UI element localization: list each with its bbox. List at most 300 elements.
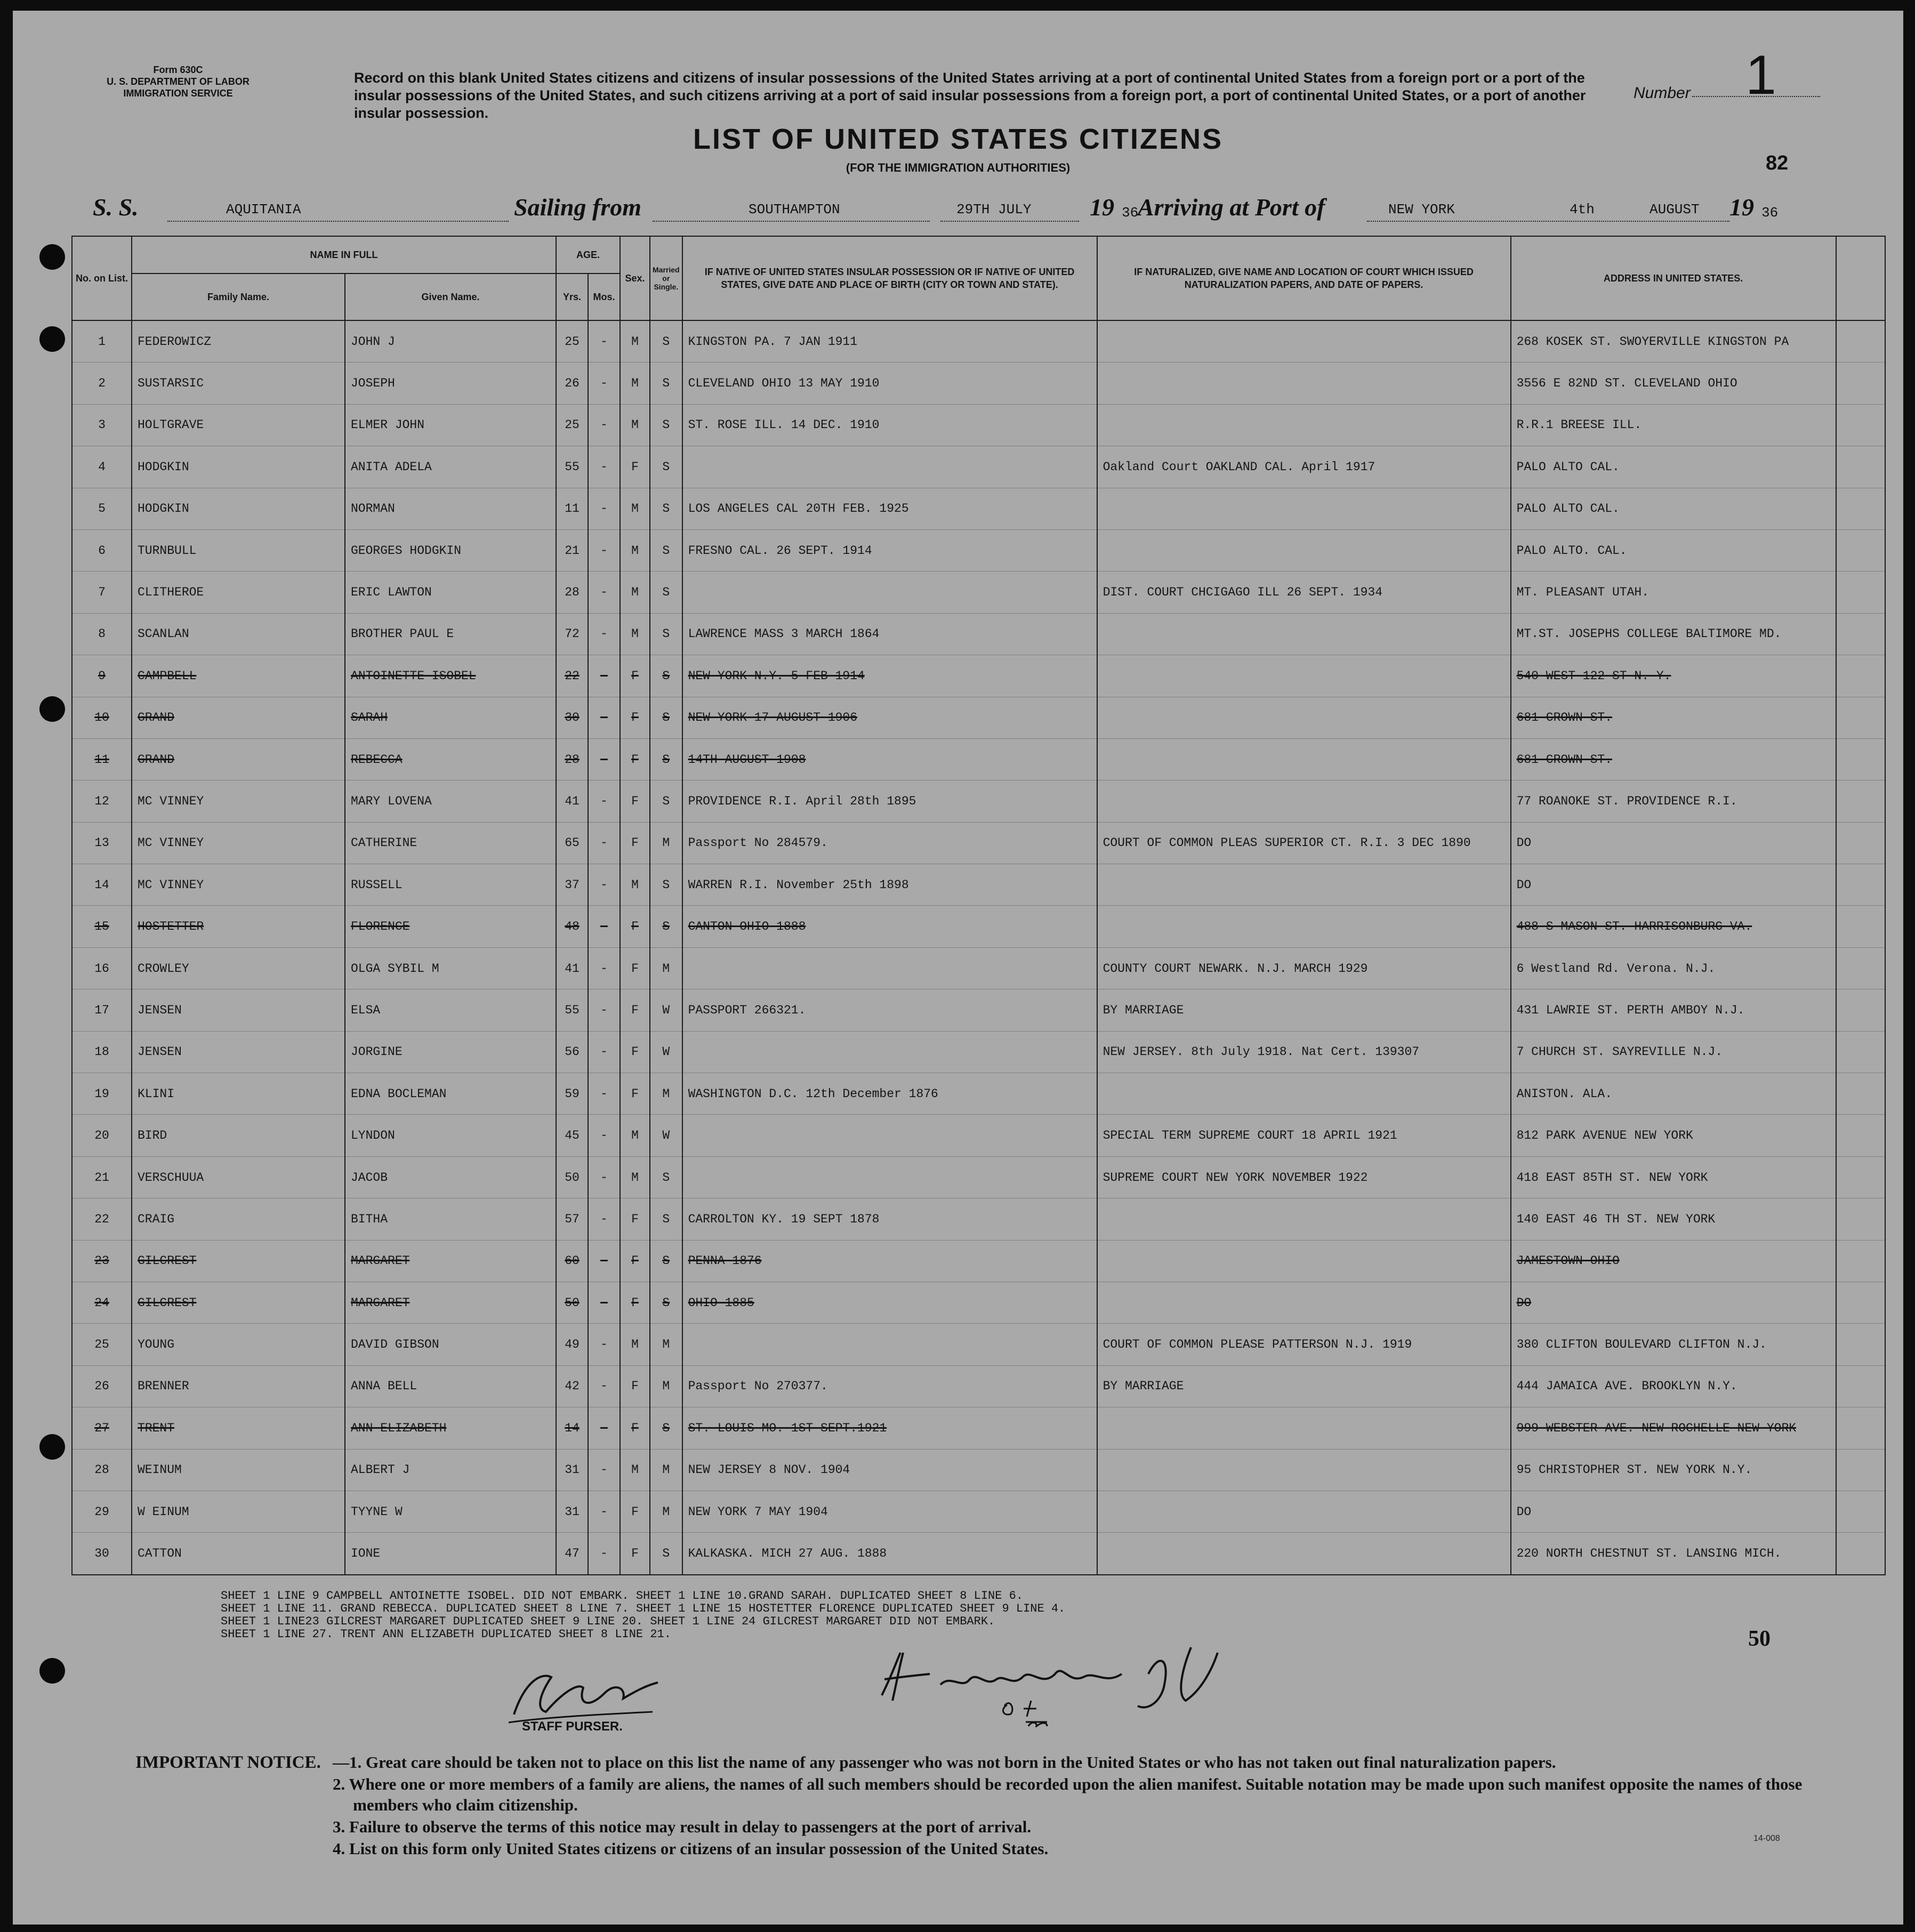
birth-info	[682, 1115, 1097, 1156]
marital-status: S	[650, 1240, 682, 1282]
age-years: 60	[556, 1240, 588, 1282]
family-name: SCANLAN	[132, 613, 345, 655]
punch-hole	[39, 1434, 65, 1460]
col-mos: Mos.	[588, 273, 620, 320]
row-number: 24	[72, 1282, 132, 1323]
family-name: TRENT	[132, 1407, 345, 1449]
sex: M	[620, 864, 650, 906]
age-years: 41	[556, 780, 588, 822]
family-name: HOLTGRAVE	[132, 404, 345, 446]
blank-cell	[1836, 697, 1885, 738]
table-row	[72, 655, 1885, 697]
birth-info: KINGSTON PA. 7 JAN 1911	[682, 320, 1097, 363]
sex: M	[620, 488, 650, 529]
age-years: 31	[556, 1491, 588, 1532]
row-number: 20	[72, 1115, 132, 1156]
age-months: -	[588, 1491, 620, 1532]
age-months: -	[588, 864, 620, 906]
naturalization-info: Oakland Court OAKLAND CAL. April 1917	[1097, 446, 1511, 488]
birth-info	[682, 446, 1097, 488]
us-address: MT.ST. JOSEPHS COLLEGE BALTIMORE MD.	[1511, 613, 1836, 655]
row-number: 14	[72, 864, 132, 906]
blank-cell	[1836, 780, 1885, 822]
us-address: R.R.1 BREESE ILL.	[1511, 404, 1836, 446]
blank-cell	[1836, 1073, 1885, 1115]
sex: F	[620, 738, 650, 780]
birth-info: 14TH AUGUST 1908	[682, 738, 1097, 780]
row-number: 2	[72, 363, 132, 404]
naturalization-info	[1097, 738, 1511, 780]
footnote-line: SHEET 1 LINE 11. GRAND REBECCA. DUPLICATED SHEET 8 LINE 7. SHEET 1 LINE 15 HOSTETTER FLORENCE DUPLICATED SHEET 9 LINE 4.	[221, 1602, 1066, 1615]
marital-status: S	[650, 363, 682, 404]
given-name: TYYNE W	[345, 1491, 556, 1532]
sex: F	[620, 1282, 650, 1323]
blank-cell	[1836, 864, 1885, 906]
age-years: 57	[556, 1198, 588, 1240]
birth-info: CLEVELAND OHIO 13 MAY 1910	[682, 363, 1097, 404]
row-number: 9	[72, 655, 132, 697]
marital-status: S	[650, 1407, 682, 1449]
footnote-line: SHEET 1 LINE 9 CAMPBELL ANTOINETTE ISOBEL. DID NOT EMBARK. SHEET 1 LINE 10.GRAND SARAH. DUPLICATED SHEET 8 LINE 6.	[221, 1589, 1024, 1603]
punch-hole	[39, 696, 65, 722]
ship-name: AQUITANIA	[226, 202, 301, 218]
age-months: -	[588, 822, 620, 864]
row-number: 1	[72, 320, 132, 363]
age-months: -	[588, 1407, 620, 1449]
us-address: 7 CHURCH ST. SAYREVILLE N.J.	[1511, 1031, 1836, 1073]
birth-info: PROVIDENCE R.I. April 28th 1895	[682, 780, 1097, 822]
table-row	[72, 1198, 1885, 1240]
age-years: 30	[556, 697, 588, 738]
naturalization-info	[1097, 1533, 1511, 1575]
naturalization-info	[1097, 864, 1511, 906]
marital-status: S	[650, 320, 682, 363]
col-yrs: Yrs.	[556, 273, 588, 320]
us-address: 95 CHRISTOPHER ST. NEW YORK N.Y.	[1511, 1449, 1836, 1491]
marital-status: S	[650, 1282, 682, 1323]
age-years: 26	[556, 363, 588, 404]
number-value: 1	[1745, 44, 1776, 106]
age-years: 31	[556, 1449, 588, 1491]
family-name: HODGKIN	[132, 446, 345, 488]
given-name: OLGA SYBIL M	[345, 947, 556, 989]
us-address: JAMESTOWN OHIO	[1511, 1240, 1836, 1282]
us-address: DO	[1511, 822, 1836, 864]
age-years: 45	[556, 1115, 588, 1156]
row-number: 16	[72, 947, 132, 989]
sex: M	[620, 363, 650, 404]
age-years: 25	[556, 404, 588, 446]
naturalization-info: COURT OF COMMON PLEAS SUPERIOR CT. R.I. 3 DEC 1890	[1097, 822, 1511, 864]
blank-cell	[1836, 488, 1885, 529]
table-row	[72, 1324, 1885, 1365]
table-row	[72, 1156, 1885, 1198]
marital-status: S	[650, 655, 682, 697]
birth-info: PASSPORT 266321.	[682, 989, 1097, 1031]
marital-status: S	[650, 1533, 682, 1575]
family-name: FEDEROWICZ	[132, 320, 345, 363]
row-number: 23	[72, 1240, 132, 1282]
marital-status: S	[650, 780, 682, 822]
table-row	[72, 1073, 1885, 1115]
family-name: KLINI	[132, 1073, 345, 1115]
birth-info: CARROLTON KY. 19 SEPT 1878	[682, 1198, 1097, 1240]
naturalization-info: COUNTY COURT NEWARK. N.J. MARCH 1929	[1097, 947, 1511, 989]
age-years: 49	[556, 1324, 588, 1365]
sex: F	[620, 1365, 650, 1407]
notice-items	[333, 1752, 1868, 1860]
given-name: BROTHER PAUL E	[345, 613, 556, 655]
given-name: JOSEPH	[345, 363, 556, 404]
marital-status: W	[650, 989, 682, 1031]
family-name: HOSTETTER	[132, 906, 345, 947]
us-address: 6 Westland Rd. Verona. N.J.	[1511, 947, 1836, 989]
given-name: ANNA BELL	[345, 1365, 556, 1407]
sex: M	[620, 404, 650, 446]
marital-status: M	[650, 1073, 682, 1115]
given-name: CATHERINE	[345, 822, 556, 864]
sailing-label: Sailing from	[514, 194, 642, 221]
birth-info: FRESNO CAL. 26 SEPT. 1914	[682, 529, 1097, 571]
age-years: 14	[556, 1407, 588, 1449]
given-name: SARAH	[345, 697, 556, 738]
birth-info: KALKASKA. MICH 27 AUG. 1888	[682, 1533, 1097, 1575]
sex: F	[620, 1073, 650, 1115]
marital-status: S	[650, 571, 682, 613]
age-years: 55	[556, 446, 588, 488]
us-address: 77 ROANOKE ST. PROVIDENCE R.I.	[1511, 780, 1836, 822]
naturalization-info: SUPREME COURT NEW YORK NOVEMBER 1922	[1097, 1156, 1511, 1198]
age-years: 41	[556, 947, 588, 989]
family-name: W EINUM	[132, 1491, 345, 1532]
table-row	[72, 738, 1885, 780]
age-years: 48	[556, 906, 588, 947]
row-number: 18	[72, 1031, 132, 1073]
given-name: FLORENCE	[345, 906, 556, 947]
age-months: -	[588, 655, 620, 697]
age-months: -	[588, 1449, 620, 1491]
inspector-signature	[871, 1642, 1298, 1727]
us-address: 812 PARK AVENUE NEW YORK	[1511, 1115, 1836, 1156]
birth-info: LAWRENCE MASS 3 MARCH 1864	[682, 613, 1097, 655]
year-prefix: 19	[1090, 194, 1114, 221]
family-name: GILCREST	[132, 1240, 345, 1282]
passenger-table	[71, 236, 1886, 1575]
us-address: DO	[1511, 1491, 1836, 1532]
arriving-label: Arriving at Port of	[1138, 194, 1325, 221]
age-years: 50	[556, 1282, 588, 1323]
naturalization-info	[1097, 363, 1511, 404]
sex: F	[620, 1240, 650, 1282]
arrival-year-suffix: 36	[1761, 205, 1779, 221]
row-number: 21	[72, 1156, 132, 1198]
table-row	[72, 1240, 1885, 1282]
naturalization-info	[1097, 1073, 1511, 1115]
age-years: 50	[556, 1156, 588, 1198]
date-from: 29TH JULY	[956, 202, 1032, 218]
col-no: No. on List.	[72, 236, 132, 320]
us-address: 431 LAWRIE ST. PERTH AMBOY N.J.	[1511, 989, 1836, 1031]
table-row	[72, 404, 1885, 446]
naturalization-info	[1097, 1240, 1511, 1282]
given-name: MARGARET	[345, 1240, 556, 1282]
sex: F	[620, 446, 650, 488]
row-number: 30	[72, 1533, 132, 1575]
marital-status: S	[650, 1198, 682, 1240]
sex: F	[620, 947, 650, 989]
page-subtitle: (FOR THE IMMIGRATION AUTHORITIES)	[846, 161, 1071, 174]
marital-status: S	[650, 1156, 682, 1198]
footnotes	[221, 1590, 1065, 1641]
sex: M	[620, 571, 650, 613]
blank-cell	[1836, 1533, 1885, 1575]
sex: M	[620, 1324, 650, 1365]
naturalization-info	[1097, 906, 1511, 947]
sex: F	[620, 1198, 650, 1240]
birth-info: PENNA 1876	[682, 1240, 1097, 1282]
marital-status: S	[650, 906, 682, 947]
given-name: ERIC LAWTON	[345, 571, 556, 613]
naturalization-info	[1097, 404, 1511, 446]
staff-purser-label: STAFF PURSER.	[522, 1719, 623, 1734]
given-name: LYNDON	[345, 1115, 556, 1156]
col-married-single: Married or Single.	[650, 236, 682, 320]
blank-cell	[1836, 1407, 1885, 1449]
us-address: DO	[1511, 1282, 1836, 1323]
age-years: 21	[556, 529, 588, 571]
blank-cell	[1836, 1198, 1885, 1240]
row-number: 10	[72, 697, 132, 738]
row-number: 29	[72, 1491, 132, 1532]
family-name: HODGKIN	[132, 488, 345, 529]
us-address: 380 CLIFTON BOULEVARD CLIFTON N.J.	[1511, 1324, 1836, 1365]
arrival-year-prefix: 19	[1729, 194, 1754, 221]
sex: M	[620, 1115, 650, 1156]
family-name: JENSEN	[132, 989, 345, 1031]
service-name: IMMIGRATION SERVICE	[123, 88, 233, 99]
page-title: LIST OF UNITED STATES CITIZENS	[693, 123, 1223, 155]
age-months: -	[588, 780, 620, 822]
us-address: MT. PLEASANT UTAH.	[1511, 571, 1836, 613]
family-name: BRENNER	[132, 1365, 345, 1407]
age-years: 55	[556, 989, 588, 1031]
birth-info	[682, 571, 1097, 613]
given-name: DAVID GIBSON	[345, 1324, 556, 1365]
birth-info: LOS ANGELES CAL 20TH FEB. 1925	[682, 488, 1097, 529]
us-address: PALO ALTO CAL.	[1511, 488, 1836, 529]
us-address: 444 JAMAICA AVE. BROOKLYN N.Y.	[1511, 1365, 1836, 1407]
given-name: ALBERT J	[345, 1449, 556, 1491]
given-name: JACOB	[345, 1156, 556, 1198]
age-years: 59	[556, 1073, 588, 1115]
table-row	[72, 613, 1885, 655]
row-number: 22	[72, 1198, 132, 1240]
family-name: VERSCHUUA	[132, 1156, 345, 1198]
row-number: 17	[72, 989, 132, 1031]
table-row	[72, 1407, 1885, 1449]
naturalization-info	[1097, 529, 1511, 571]
age-months: -	[588, 1156, 620, 1198]
table-row	[72, 822, 1885, 864]
naturalization-info: DIST. COURT CHCIGAGO ILL 26 SEPT. 1934	[1097, 571, 1511, 613]
blank-cell	[1836, 738, 1885, 780]
blank-cell	[1836, 1449, 1885, 1491]
blank-cell	[1836, 1115, 1885, 1156]
naturalization-info	[1097, 1407, 1511, 1449]
us-address: DO	[1511, 864, 1836, 906]
given-name: MARGARET	[345, 1282, 556, 1323]
us-address: 681 CROWN ST.	[1511, 738, 1836, 780]
given-name: ANN ELIZABETH	[345, 1407, 556, 1449]
row-number: 7	[72, 571, 132, 613]
sex: F	[620, 1407, 650, 1449]
table-row	[72, 529, 1885, 571]
given-name: ELMER JOHN	[345, 404, 556, 446]
birth-info: NEW YORK N.Y. 5 FEB 1914	[682, 655, 1097, 697]
age-months: -	[588, 989, 620, 1031]
blank-cell	[1836, 1282, 1885, 1323]
row-number: 19	[72, 1073, 132, 1115]
footnote-line: SHEET 1 LINE 27. TRENT ANN ELIZABETH DUPLICATED SHEET 8 LINE 21.	[221, 1628, 671, 1641]
birth-info: NEW YORK 17 AUGUST 1906	[682, 697, 1097, 738]
table-row	[72, 1533, 1885, 1575]
age-years: 11	[556, 488, 588, 529]
family-name: CROWLEY	[132, 947, 345, 989]
marital-status: S	[650, 738, 682, 780]
sex: F	[620, 822, 650, 864]
naturalization-info: COURT OF COMMON PLEASE PATTERSON N.J. 1919	[1097, 1324, 1511, 1365]
family-name: MC VINNEY	[132, 822, 345, 864]
naturalization-info: SPECIAL TERM SUPREME COURT 18 APRIL 1921	[1097, 1115, 1511, 1156]
marital-status: M	[650, 1449, 682, 1491]
table-row	[72, 780, 1885, 822]
table-row	[72, 1491, 1885, 1532]
col-given: Given Name.	[345, 273, 556, 320]
number-label: Number	[1634, 84, 1691, 102]
birth-info	[682, 1324, 1097, 1365]
given-name: REBECCA	[345, 738, 556, 780]
col-naturalized: IF NATURALIZED, GIVE NAME AND LOCATION OF COURT WHICH ISSUED NATURALIZATION PAPERS, AND DATE OF PAPERS.	[1097, 236, 1511, 320]
naturalization-info	[1097, 1282, 1511, 1323]
sex: F	[620, 697, 650, 738]
blank-cell	[1836, 404, 1885, 446]
age-months: -	[588, 1031, 620, 1073]
age-years: 47	[556, 1533, 588, 1575]
naturalization-info	[1097, 780, 1511, 822]
table-row	[72, 947, 1885, 989]
department-name: U. S. DEPARTMENT OF LABOR	[107, 76, 250, 87]
naturalization-info: BY MARRIAGE	[1097, 1365, 1511, 1407]
form-number: Form 630C	[153, 65, 203, 75]
family-name: CAMPBELL	[132, 655, 345, 697]
col-name-in-full: NAME IN FULL	[132, 236, 556, 273]
blank-cell	[1836, 446, 1885, 488]
blank-cell	[1836, 363, 1885, 404]
table-row	[72, 864, 1885, 906]
birth-info: Passport No 270377.	[682, 1365, 1097, 1407]
birth-info: ST. ROSE ILL. 14 DEC. 1910	[682, 404, 1097, 446]
notice-heading: IMPORTANT NOTICE.	[135, 1753, 321, 1772]
family-name: CATTON	[132, 1533, 345, 1575]
age-months: -	[588, 1073, 620, 1115]
marital-status: W	[650, 1115, 682, 1156]
sex: M	[620, 320, 650, 363]
family-name: CLITHEROE	[132, 571, 345, 613]
naturalization-info	[1097, 1449, 1511, 1491]
age-months: -	[588, 363, 620, 404]
sex: F	[620, 906, 650, 947]
port-from: SOUTHAMPTON	[749, 202, 840, 218]
given-name: RUSSELL	[345, 864, 556, 906]
notice-item: —1. Great care should be taken not to place on this list the name of any passenger who was not born in the United States or who has not taken out final naturalization papers.	[333, 1753, 1556, 1772]
us-address: 418 EAST 85TH ST. NEW YORK	[1511, 1156, 1836, 1198]
us-address: ANISTON. ALA.	[1511, 1073, 1836, 1115]
blank-cell	[1836, 529, 1885, 571]
marital-status: S	[650, 529, 682, 571]
age-months: -	[588, 906, 620, 947]
us-address: 140 EAST 46 TH ST. NEW YORK	[1511, 1198, 1836, 1240]
family-name: GILCREST	[132, 1282, 345, 1323]
page-mark: 82	[1766, 152, 1789, 174]
blank-cell	[1836, 1031, 1885, 1073]
us-address: 540 WEST 122 ST N. Y.	[1511, 655, 1836, 697]
col-blank	[1836, 236, 1885, 320]
age-months: -	[588, 1533, 620, 1575]
marital-status: S	[650, 488, 682, 529]
naturalization-info	[1097, 488, 1511, 529]
notice-item: 4. List on this form only United States citizens or citizens of an insular possession of the United States.	[333, 1839, 1049, 1858]
age-months: -	[588, 488, 620, 529]
birth-info: WASHINGTON D.C. 12th December 1876	[682, 1073, 1097, 1115]
punch-hole	[39, 1658, 65, 1684]
row-number: 27	[72, 1407, 132, 1449]
row-number: 13	[72, 822, 132, 864]
blank-cell	[1836, 1365, 1885, 1407]
age-months: -	[588, 529, 620, 571]
notice-item: 2. Where one or more members of a family are aliens, the names of all such members should be recorded upon the alien manifest. Suitable notation may be made upon such manifest opposite the names of those members who claim citizenship.	[333, 1775, 1803, 1814]
age-months: -	[588, 1324, 620, 1365]
blank-cell	[1836, 1240, 1885, 1282]
table-row	[72, 571, 1885, 613]
from-dotline	[653, 221, 930, 222]
age-months: -	[588, 947, 620, 989]
table-row	[72, 363, 1885, 404]
col-age: AGE.	[556, 236, 620, 273]
birth-info	[682, 1031, 1097, 1073]
age-months: -	[588, 697, 620, 738]
marital-status: W	[650, 1031, 682, 1073]
given-name: ANTOINETTE ISOBEL	[345, 655, 556, 697]
given-name: JOHN J	[345, 320, 556, 363]
col-address: ADDRESS IN UNITED STATES.	[1511, 236, 1836, 320]
table-row	[72, 1115, 1885, 1156]
passenger-rows	[72, 320, 1885, 1575]
us-address: 3556 E 82ND ST. CLEVELAND OHIO	[1511, 363, 1836, 404]
birth-info: CANTON OHIO 1888	[682, 906, 1097, 947]
age-years: 56	[556, 1031, 588, 1073]
age-months: -	[588, 1282, 620, 1323]
us-address: PALO ALTO. CAL.	[1511, 529, 1836, 571]
family-name: MC VINNEY	[132, 864, 345, 906]
marital-status: M	[650, 1324, 682, 1365]
given-name: ELSA	[345, 989, 556, 1031]
given-name: JORGINE	[345, 1031, 556, 1073]
punch-hole	[39, 244, 65, 270]
row-number: 15	[72, 906, 132, 947]
birth-info: WARREN R.I. November 25th 1898	[682, 864, 1097, 906]
row-number: 25	[72, 1324, 132, 1365]
family-name: MC VINNEY	[132, 780, 345, 822]
